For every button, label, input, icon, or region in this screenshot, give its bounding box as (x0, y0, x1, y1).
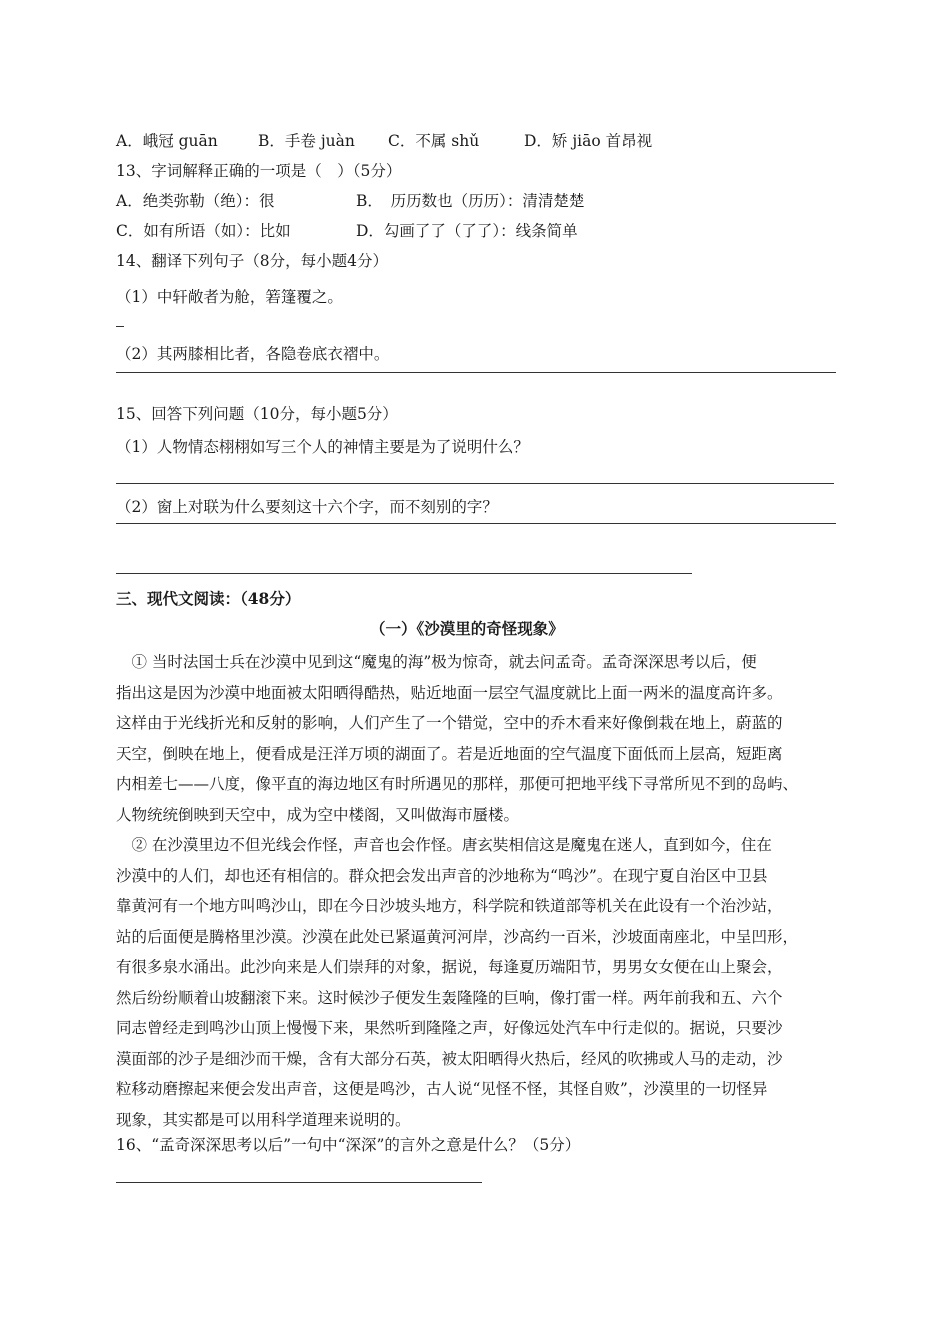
paragraph-line: 靠黄河有一个地方叫鸣沙山，即在今日沙坡头地方，科学院和铁道部等机关在此设有一个治沙站， (116, 897, 783, 915)
paragraph-line: 指出这是因为沙漠中地面被太阳晒得酷热，贴近地面一层空气温度就比上面一两米的温度高许多。 (116, 683, 783, 702)
answer-line-q14 (116, 372, 836, 373)
passage-title: （一）《沙漠里的奇怪现象》 (370, 619, 564, 638)
q15-question-1: （1）人物情态栩栩如写三个人的神情主要是为了说明什么？ (116, 438, 529, 456)
answer-blank-dash (116, 326, 124, 327)
paragraph-line: 同志曾经走到鸣沙山顶上慢慢下来，果然听到隆隆之声，好像远处汽车中行走似的。据说，只要沙 (116, 1019, 783, 1037)
paragraph-line: 有很多泉水涌出。此沙向来是人们崇拜的对象，据说，每逢夏历端阳节，男男女女便在山上聚会， (116, 958, 783, 976)
q14-sentence-2: （2）其两膝相比者，各隐卷底衣褶中。 (116, 345, 390, 363)
q15-question-2: （2）窗上对联为什么要刻这十六个字，而不刻别的字？ (116, 498, 498, 516)
passage-paragraph-2 (116, 830, 840, 1135)
q13-option-c: C．如有所语（如）：比如 (116, 222, 291, 240)
q15-stem: 15、回答下列问题（10分，每小题5分） (116, 405, 398, 423)
paragraph-line: 这样由于光线折光和反射的影响，人们产生了一个错觉，空中的乔木看来好像倒栽在地上，蔚蓝的 (116, 714, 783, 732)
paragraph-line: 然后纷纷顺着山坡翻滚下来。这时候沙子便发生轰隆隆的巨响，像打雷一样。两年前我和五、六个 (116, 988, 783, 1007)
q12-option-d: D．矫 jiāo 首昂视 (524, 132, 653, 150)
answer-line-q15-2a (116, 523, 836, 524)
paragraph-line: ② 在沙漠里边不但光线会作怪，声音也会作怪。唐玄奘相信这是魔鬼在迷人，直到如今，住在 (116, 836, 772, 854)
section-heading: 三、现代文阅读：（48分） (116, 589, 301, 608)
paragraph-line: 内相差七——八度，像平直的海边地区有时所遇见的那样，那便可把地平线下寻常所见不到的岛屿、 (116, 775, 799, 793)
q14-stem: 14、翻译下列句子（8分，每小题4分） (116, 252, 388, 270)
answer-line-q15-1 (116, 483, 834, 484)
paragraph-line: 沙漠中的人们，却也还有相信的。群众把会发出声音的沙地称为“鸣沙”。在现宁夏自治区中卫县 (116, 866, 768, 885)
paragraph-line: 现象，其实都是可以用科学道理来说明的。 (116, 1110, 411, 1129)
paragraph-line: ① 当时法国士兵在沙漠中见到这“魔鬼的海”极为惊奇，就去问孟奇。孟奇深深思考以后，便 (116, 653, 757, 671)
paragraph-line: 漠面部的沙子是细沙而干燥，含有大部分石英，被太阳晒得火热后，经风的吹拂或人马的走动，沙 (116, 1049, 783, 1068)
q13-option-b: B． 历历数也（历历）：清清楚楚 (356, 192, 585, 210)
q12-option-c: C．不属 shǔ (388, 132, 480, 150)
q13-stem: 13、字词解释正确的一项是（ ）（5分） (116, 162, 402, 180)
answer-line-q15-2b (116, 573, 692, 574)
q12-option-a: A．峨冠 guān (116, 132, 218, 150)
passage-paragraph-1 (116, 647, 840, 830)
paragraph-line: 人物统统倒映到天空中，成为空中楼阁，又叫做海市蜃楼。 (116, 805, 520, 824)
paragraph-line: 粒移动磨擦起来便会发出声音，这便是鸣沙，古人说“见怪不怪，其怪自败”，沙漠里的一切怪异 (116, 1080, 768, 1098)
q13-option-d: D．勾画了了（了了）：线条简单 (356, 222, 578, 240)
paragraph-line: 天空，倒映在地上，便看成是汪洋万顷的湖面了。若是近地面的空气温度下面低而上层高，短距离 (116, 744, 783, 763)
q14-sentence-1: （1）中轩敞者为舱，箬篷覆之。 (116, 288, 343, 306)
answer-line-q16 (116, 1182, 482, 1183)
q12-option-b: B．手卷 juàn (258, 132, 355, 150)
q13-option-a: A．绝类弥勒（绝）：很 (116, 192, 275, 210)
q16-stem: 16、“孟奇深深思考以后”一句中“深深”的言外之意是什么？（5分） (116, 1136, 581, 1154)
paragraph-line: 站的后面便是腾格里沙漠。沙漠在此处已紧逼黄河河岸，沙高约一百米，沙坡面南座北，中呈凹形， (116, 927, 799, 946)
